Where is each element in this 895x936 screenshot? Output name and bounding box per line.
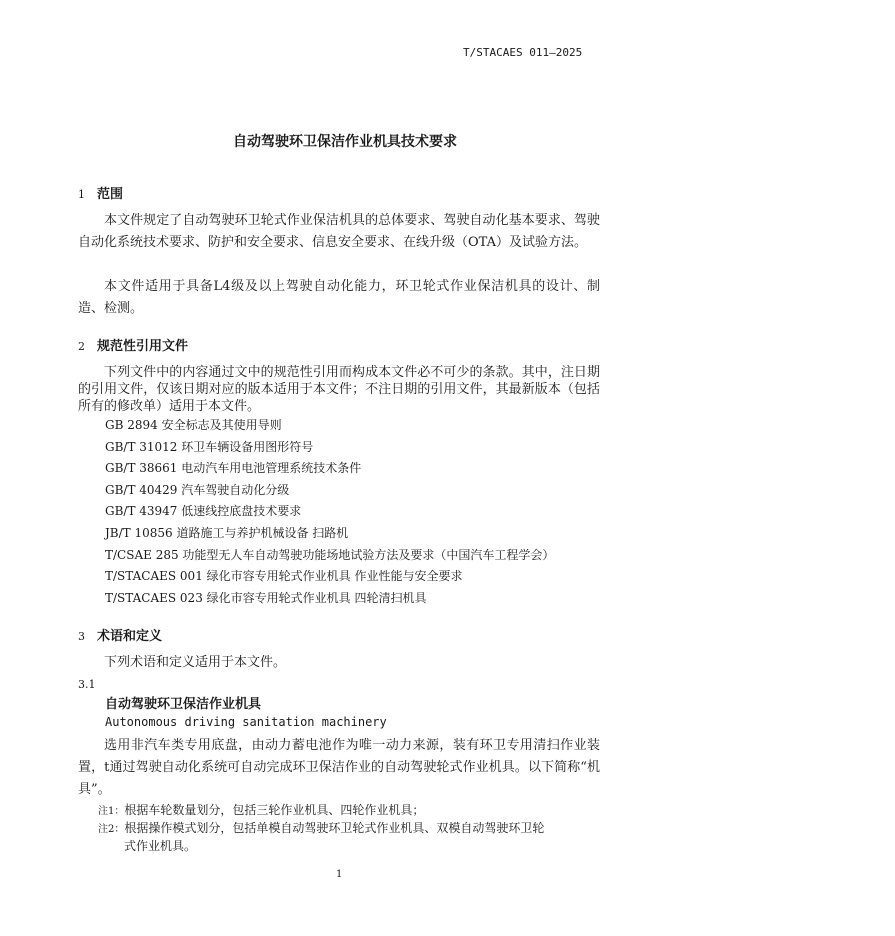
reference-item: GB 2894 安全标志及其使用导则 <box>105 418 282 432</box>
document-title: 自动驾驶环卫保洁作业机具技术要求 <box>233 134 457 150</box>
reference-item: T/CSAE 285 功能型无人车自动驾驶功能场地试验方法及要求（中国汽车工程学会） <box>105 548 555 562</box>
section-number: 3 <box>78 630 85 643</box>
note-text-continued: 式作业机具。 <box>124 839 197 853</box>
section-title: 范围 <box>97 187 124 202</box>
reference-item: GB/T 43947 低速线控底盘技术要求 <box>105 504 302 518</box>
reference-item: T/STACAES 023 绿化市容专用轮式作业机具 四轮清扫机具 <box>105 591 427 605</box>
note-label: 注2： <box>98 824 125 835</box>
section-heading-scope <box>78 183 123 202</box>
section-title: 术语和定义 <box>97 629 163 644</box>
section-title: 规范性引用文件 <box>97 339 189 354</box>
clause-number: 3.1 <box>78 678 96 691</box>
reference-item: GB/T 38661 电动汽车用电池管理系统技术条件 <box>105 461 362 475</box>
note-1 <box>98 802 600 820</box>
reference-item: GB/T 31012 环卫车辆设备用图形符号 <box>105 440 314 454</box>
section-number: 2 <box>78 340 85 353</box>
reference-item: T/STACAES 001 绿化市容专用轮式作业机具 作业性能与安全要求 <box>105 569 463 583</box>
standard-code: T/STACAES 011—2025 <box>463 46 583 59</box>
note-text: 根据操作模式划分，包括单模自动驾驶环卫轮式作业机具、双模自动驾驶环卫轮 <box>124 821 545 835</box>
terms-intro: 下列术语和定义适用于本文件。 <box>104 655 287 670</box>
note-text: 根据车轮数量划分，包括三轮作业机具、四轮作业机具； <box>124 803 425 817</box>
note-label: 注1： <box>98 806 125 817</box>
references-intro: 下列文件中的内容通过文中的规范性引用而构成本文件必不可少的条款。其中，注日期的引用文件，仅该日期对应的版本适用于本文件；不注日期的引用文件，其最新版本（包括所有的修改单）适用于本文件。 <box>78 365 600 414</box>
section-heading-terms <box>78 625 162 644</box>
page-number: 1 <box>336 869 343 880</box>
term-english: Autonomous driving sanitation machinery <box>105 715 387 729</box>
section-heading-normative-references <box>78 335 188 354</box>
section-number: 1 <box>78 188 85 201</box>
term-chinese: 自动驾驶环卫保洁作业机具 <box>105 697 262 712</box>
scope-paragraph-2: 本文件适用于具备L4级及以上驾驶自动化能力，环卫轮式作业保洁机具的设计、制造、检测。 <box>78 279 600 316</box>
reference-item: JB/T 10856 道路施工与养护机械设备 扫路机 <box>105 526 349 540</box>
note-2 <box>98 820 600 855</box>
term-definition: 选用非汽车类专用底盘，由动力蓄电池作为唯一动力来源，装有环卫专用清扫作业装置，t通过驾驶自动化系统可自动完成环卫保洁作业的自动驾驶轮式作业机具。以下简称“机具”。 <box>78 738 600 797</box>
scope-paragraph-1: 本文件规定了自动驾驶环卫轮式作业保洁机具的总体要求、驾驶自动化基本要求、驾驶自动化系统技术要求、防护和安全要求、信息安全要求、在线升级（OTA）及试验方法。 <box>78 213 600 250</box>
reference-item: GB/T 40429 汽车驾驶自动化分级 <box>105 483 290 497</box>
